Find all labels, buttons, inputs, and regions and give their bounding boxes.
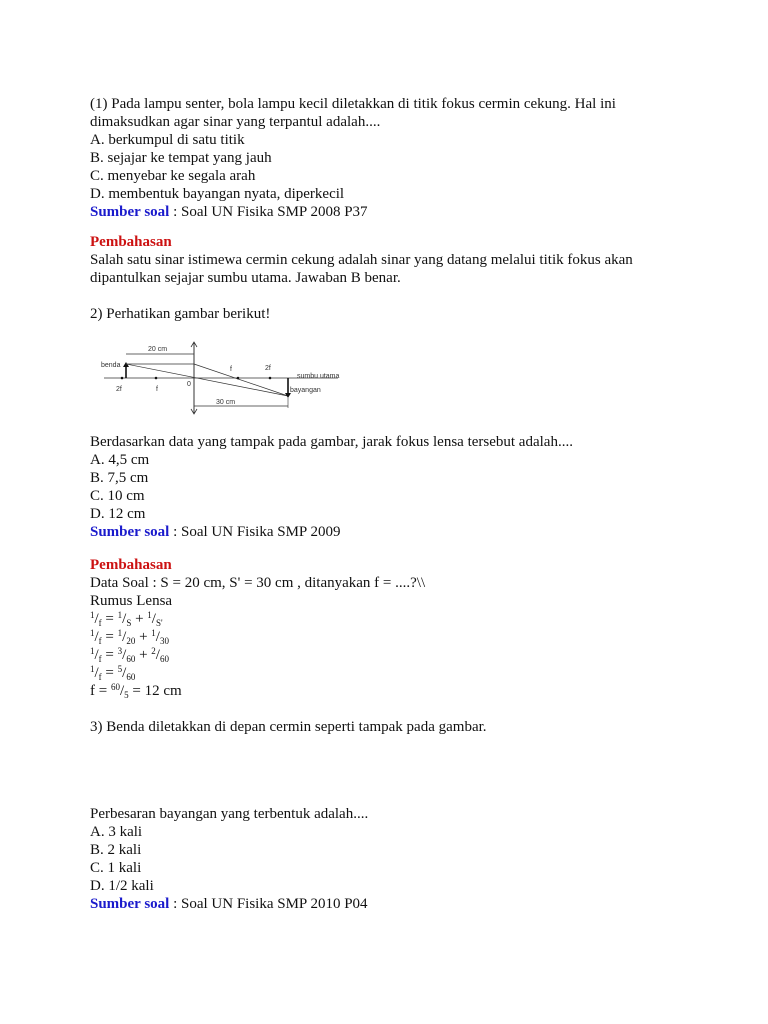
question-2-question: Berdasarkan data yang tampak pada gambar, jarak fokus lensa tersebut adalah.... [90,434,573,450]
question-1-text: (1) Pada lampu senter, bola lampu kecil diletakkan di titik fokus cermin cekung. Hal ini dimaksudkan agar sinar yang terpantul adalah.... [90,96,616,130]
twof-right-dot [269,377,272,380]
question-2-body [90,433,688,541]
pembahasan-2-title: Pembahasan [90,557,172,573]
label-2f-left: 2f [116,386,122,393]
source-label: Sumber soal [90,896,170,912]
twof-left-dot [121,377,124,380]
formula-line-1: $^1/_f = ^1/_S + ^1/_{S'}$ [90,610,163,628]
question-2 [90,305,688,323]
question-2-text: 2) Perhatikan gambar berikut! [90,306,271,322]
focus-left-dot [155,377,158,380]
source-label: Sumber soal [90,204,170,220]
question-1-option-a: A. berkumpul di satu titik [90,132,245,148]
label-f-right: f [230,366,232,373]
source-text: : Soal UN Fisika SMP 2009 [169,524,341,540]
question-2-option-a: A. 4,5 cm [90,452,150,468]
label-2f-right: 2f [265,365,271,372]
question-3-option-d: D. 1/2 kali [90,878,154,894]
question-2-option-d: D. 12 cm [90,506,146,522]
label-origin: 0 [187,381,191,388]
pembahasan-2-rumus: Rumus Lensa [90,593,173,609]
focus-right-dot [237,377,240,380]
label-30cm: 30 cm [216,399,236,406]
question-3-source [90,895,688,913]
formula-line-3: $^1/_f = ^3/_{60} + ^2/_{60}$ [90,646,169,664]
label-20cm: 20 cm [148,346,168,353]
question-1-option-c: C. menyebar ke segala arah [90,168,256,184]
formula-line-4: $^1/_f = ^5/_{60}$ [90,664,136,682]
lens-figure [98,338,358,418]
formula-line-5: $f = ^{60}/_5 = 12$ cm [90,682,182,700]
label-benda: benda [101,362,121,369]
label-sumbu-utama: sumbu utama [297,373,340,380]
question-2-source [90,523,688,541]
question-3-option-b: B. 2 kali [90,842,142,858]
question-3-body [90,805,688,913]
question-3-question: Perbesaran bayangan yang terbentuk adalah.... [90,806,369,822]
source-label: Sumber soal [90,524,170,540]
pembahasan-2 [90,556,688,700]
question-1-option-d: D. membentuk bayangan nyata, diperkecil [90,186,345,202]
question-1-source [90,203,688,221]
source-text: : Soal UN Fisika SMP 2008 P37 [169,204,368,220]
label-bayangan: bayangan [290,387,321,394]
pembahasan-2-data: Data Soal : S = 20 cm, S' = 30 cm , ditanyakan f = ....?\\ [90,575,426,591]
question-3-option-a: A. 3 kali [90,824,143,840]
question-1-option-b: B. sejajar ke tempat yang jauh [90,150,272,166]
pembahasan-1-title: Pembahasan [90,234,172,250]
question-2-option-b: B. 7,5 cm [90,470,149,486]
pembahasan-1 [90,233,688,287]
question-2-option-c: C. 10 cm [90,488,145,504]
ray-center [126,364,288,396]
source-text: : Soal UN Fisika SMP 2010 P04 [169,896,368,912]
formula-line-2: $^1/_f = ^1/_{20} + ^1/_{30}$ [90,628,169,646]
question-1 [90,95,688,221]
pembahasan-1-text: Salah satu sinar istimewa cermin cekung adalah sinar yang datang melalui titik fokus akan dipantulkan sejajar sumbu utama. Jawaban B benar. [90,252,633,286]
question-3-text: 3) Benda diletakkan di depan cermin seperti tampak pada gambar. [90,719,487,735]
label-f-left: f [156,386,158,393]
question-3-option-c: C. 1 kali [90,860,142,876]
question-3 [90,718,688,736]
